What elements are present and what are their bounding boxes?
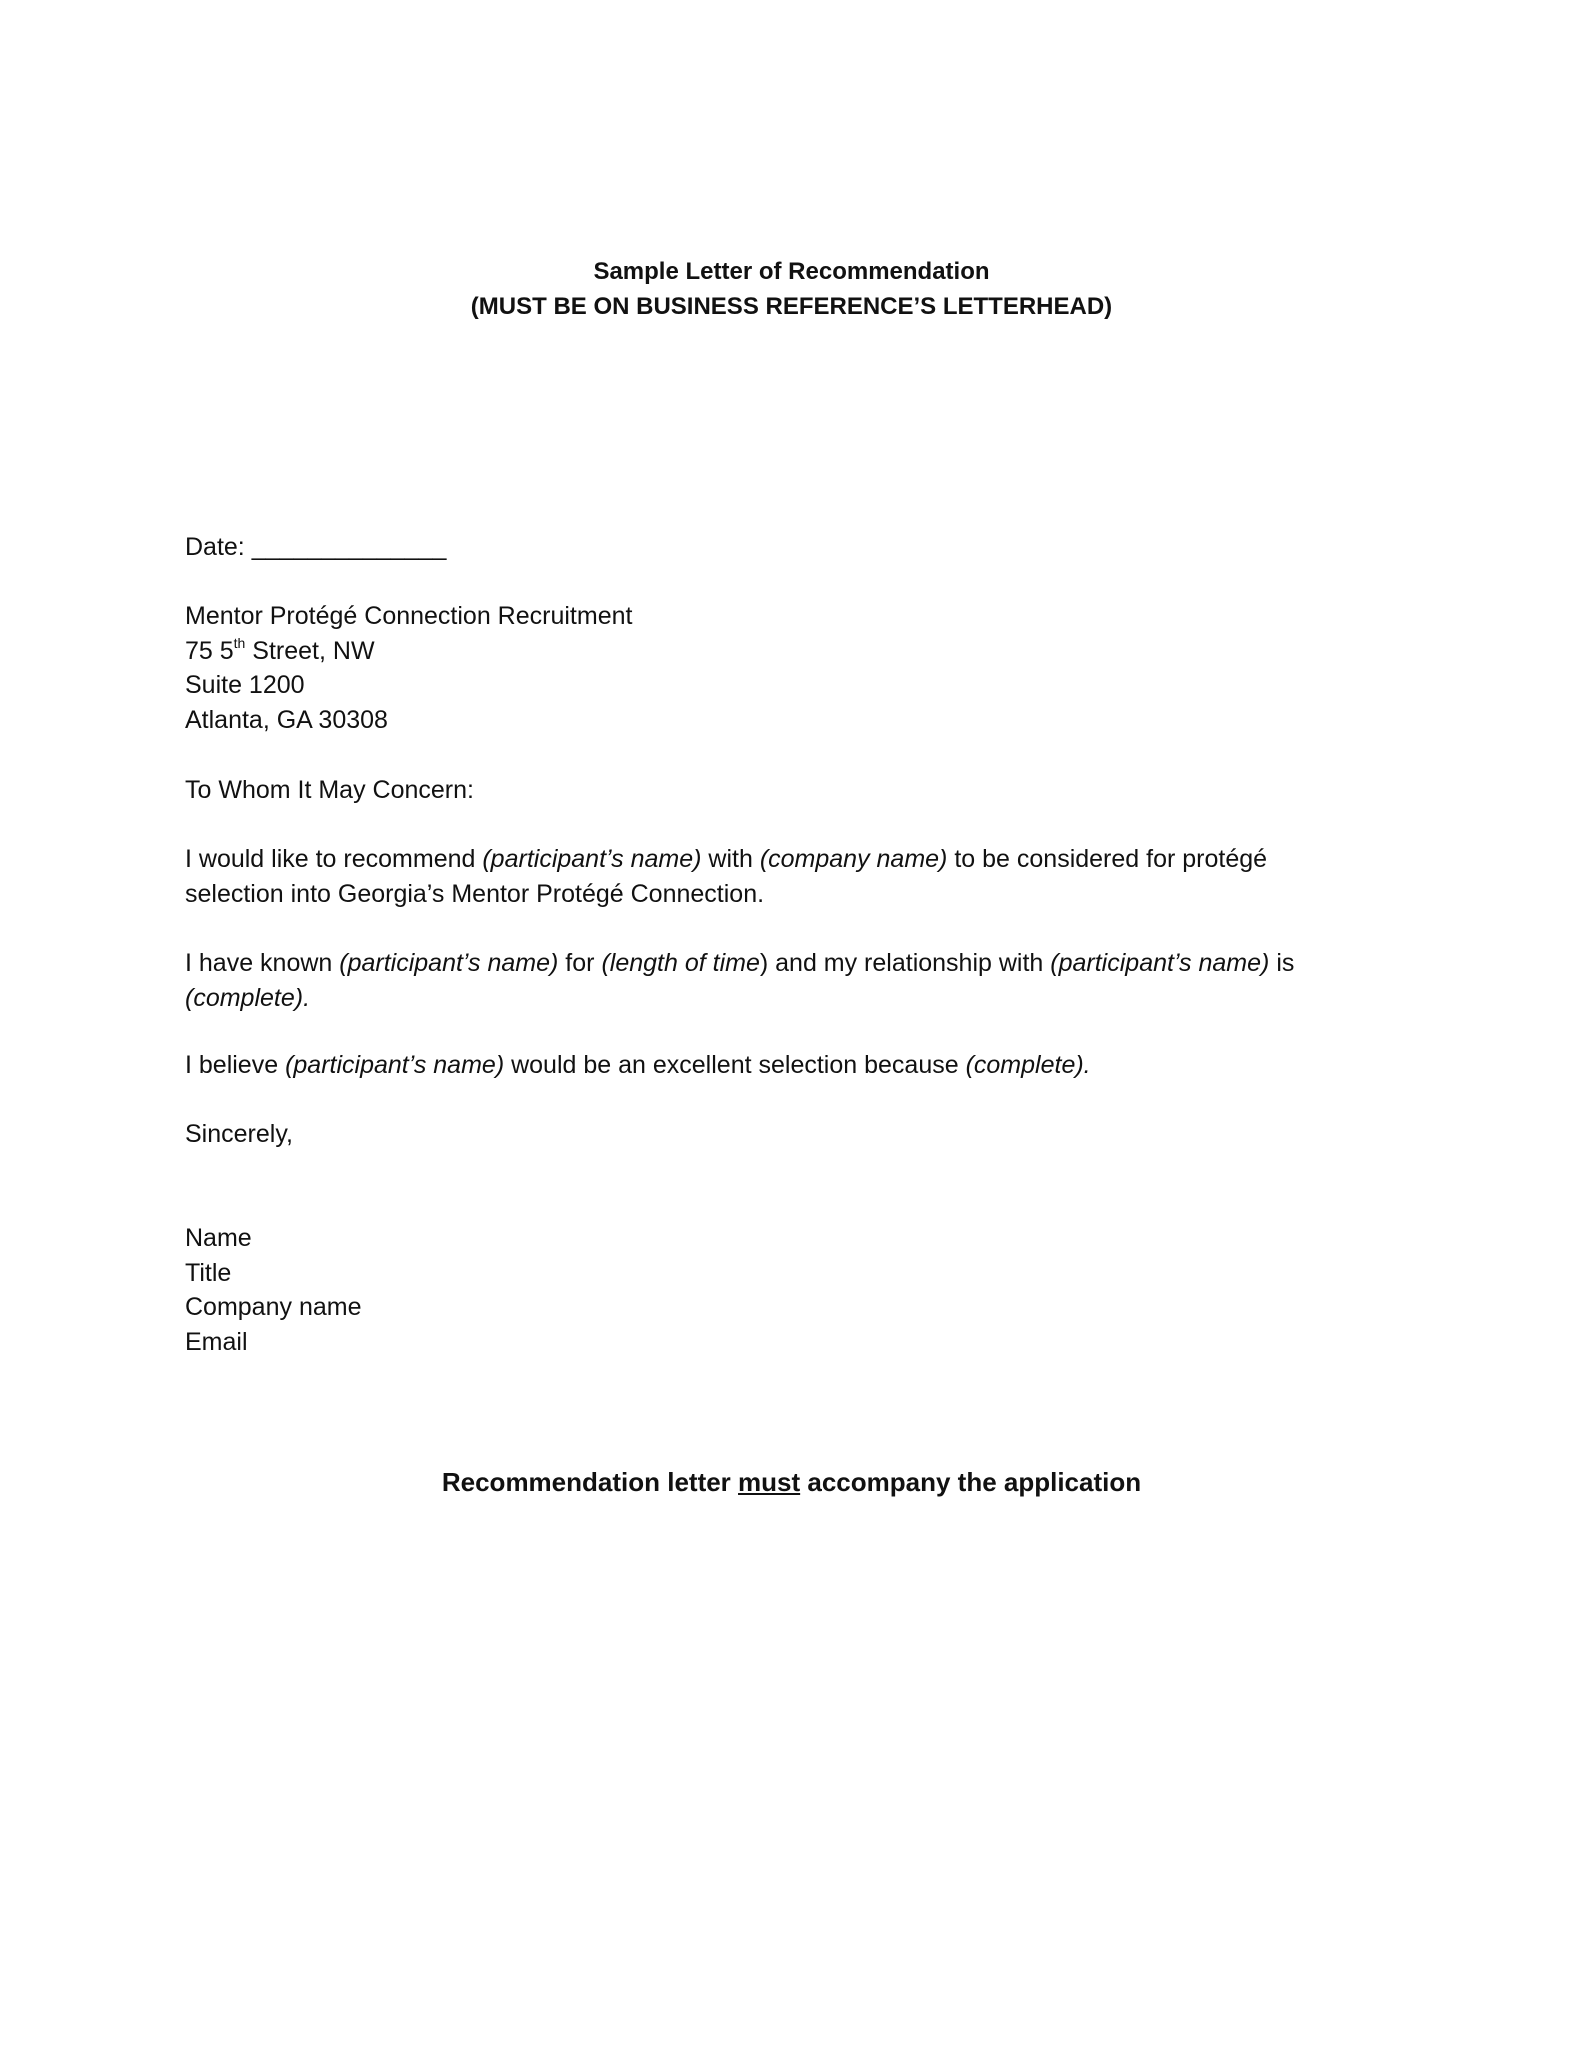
date-line xyxy=(185,530,1400,565)
date-blank: ______________ xyxy=(251,533,447,561)
closing: Sincerely, xyxy=(185,1120,293,1148)
recipient-city: Atlanta, GA 30308 xyxy=(185,705,388,734)
signature-title: Title xyxy=(185,1258,232,1287)
paragraph-known: I have known (participant’s name) for (length of time) and my relationship with (participant’s name) is (complete). xyxy=(185,949,1295,1012)
signature-name: Name xyxy=(185,1224,252,1252)
date-label: Date: xyxy=(185,533,245,561)
title-line-1: Sample Letter of Recommendation xyxy=(593,258,990,285)
letter-title xyxy=(0,254,1583,324)
recipient-suite: Suite 1200 xyxy=(185,671,305,699)
recipient-address xyxy=(185,599,1400,737)
footer-note: Recommendation letter must accompany the application xyxy=(441,1467,1142,1497)
title-line-2: (MUST BE ON BUSINESS REFERENCE’S LETTERHEAD) xyxy=(470,293,1113,320)
signature-company: Company name xyxy=(185,1293,362,1321)
signature-email: Email xyxy=(185,1327,248,1356)
paragraph-recommend: I would like to recommend (participant’s name) with (company name) to be considered for protégé selection into Georgia’s Mentor Protégé Connection. xyxy=(185,845,1268,908)
recipient-name: Mentor Protégé Connection Recruitment xyxy=(185,602,633,630)
paragraph-believe: I believe (participant’s name) would be an excellent selection because (complete). xyxy=(185,1051,1091,1079)
recipient-street: 75 5th Street, NW xyxy=(185,634,375,665)
salutation: To Whom It May Concern: xyxy=(185,776,474,804)
emphasis-must: must xyxy=(738,1467,801,1497)
signature-block xyxy=(185,1221,1400,1359)
